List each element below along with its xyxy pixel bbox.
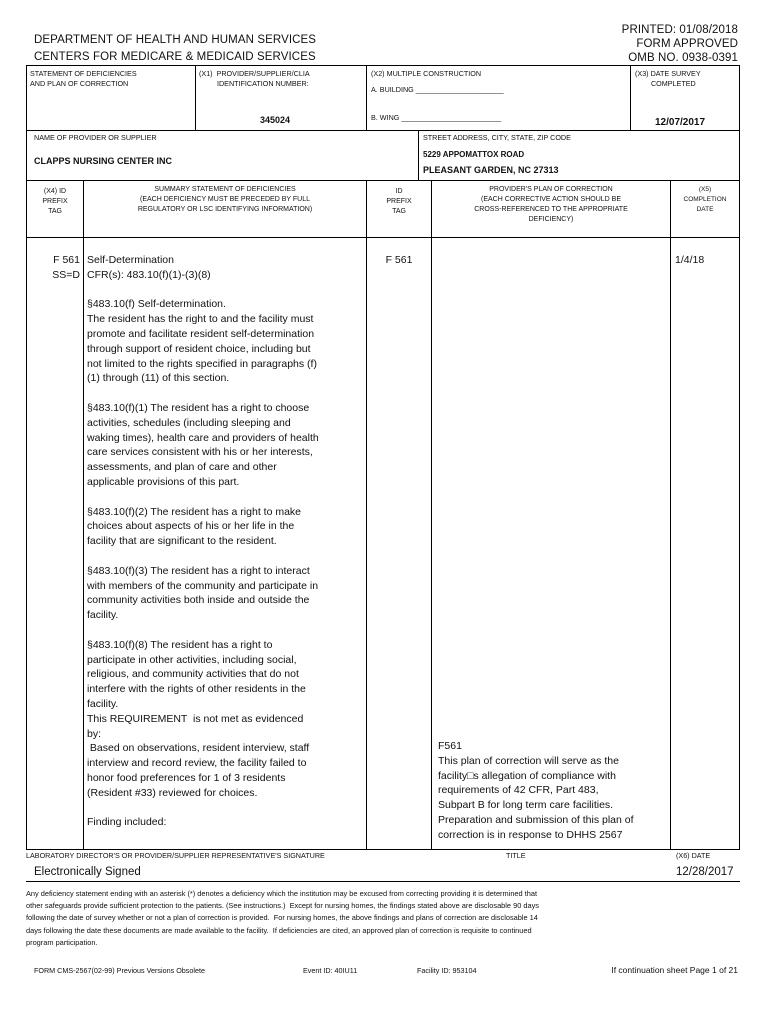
prefix-tag-left: F 561 SS=D	[52, 254, 80, 281]
department-title: DEPARTMENT OF HEALTH AND HUMAN SERVICES	[34, 34, 317, 46]
disclaimer: Any deficiency statement ending with an asterisk (*) denotes a deficiency which the institution may be excused from correcting providing it is determined that other safeguards provide sufficient protection to the patients. (See instructions.) Except for nursing homes, the findings stated above are disclosable 90 days following the date of survey whether or not a plan of correction is provided. For nursing homes, the above findings and plans of correction are disclosable 14 days following the date these documents are made available to the facility. If deficiencies are cited, an approved plan of correction is requisite to continued program participation.	[26, 889, 539, 947]
address-label: STREET ADDRESS, CITY, STATE, ZIP CODE	[423, 133, 571, 142]
printed-date: PRINTED: 01/08/2018	[621, 24, 738, 36]
x5-header: (X5) COMPLETION DATE	[683, 186, 727, 213]
signature-value: Electronically Signed	[34, 866, 141, 878]
date-label: (X6) DATE	[676, 851, 711, 860]
x2-wing: B. WING _________________________	[371, 113, 502, 122]
title-label: TITLE	[506, 851, 526, 860]
form-approved: FORM APPROVED	[636, 38, 738, 50]
x1-label: (X1) PROVIDER/SUPPLIER/CLIA IDENTIFICATION NUMBER:	[199, 69, 310, 88]
x2-building: A. BUILDING ______________________	[371, 85, 504, 94]
address-line1: 5229 APPOMATTOX ROAD	[423, 150, 525, 159]
prefix-tag-mid: F 561	[385, 254, 413, 266]
completion-date: 1/4/18	[675, 254, 705, 266]
signature-date: 12/28/2017	[676, 866, 734, 878]
form-number: FORM CMS-2567(02-99) Previous Versions Obsolete	[34, 966, 205, 975]
summary-header: SUMMARY STATEMENT OF DEFICIENCIES (EACH DEFICIENCY MUST BE PRECEDED BY FULL REGULATORY OR LSC IDENTIFYING INFORMATION)	[137, 186, 313, 213]
page-number: If continuation sheet Page 1 of 21	[611, 965, 738, 975]
x3-value: 12/07/2017	[655, 117, 706, 128]
x1-value: 345024	[260, 115, 291, 125]
centers-title: CENTERS FOR MEDICARE & MEDICAID SERVICES	[34, 51, 316, 63]
provider-name: CLAPPS NURSING CENTER INC	[34, 156, 173, 166]
event-id: Event ID: 40IU11	[303, 966, 358, 975]
signature-label: LABORATORY DIRECTOR'S OR PROVIDER/SUPPLIER REPRESENTATIVE'S SIGNATURE	[26, 851, 325, 860]
plan-header: PROVIDER'S PLAN OF CORRECTION (EACH CORRECTIVE ACTION SHOULD BE CROSS-REFERENCED TO THE APPROPRIATE DEFICIENCY)	[474, 186, 628, 223]
plan-of-correction: F561 This plan of correction will serve as the facility□s allegation of compliance with requirements of 42 CFR, Part 483, Subpart B for long term care facilities. Preparation and submission of this plan of correction is in response to DHHS 2567	[438, 740, 634, 841]
x3-label: (X3) DATE SURVEY COMPLETED	[635, 69, 701, 88]
facility-id: Facility ID: 953104	[417, 966, 477, 975]
provider-label: NAME OF PROVIDER OR SUPPLIER	[34, 133, 157, 142]
address-line2: PLEASANT GARDEN, NC 27313	[423, 165, 559, 175]
summary-statement: Self-Determination CFR(s): 483.10(f)(1)-(3)(8) §483.10(f) Self-determination. The resident has the right to and the facility must promote and facilitate resident self-determination through support of resident choice, including but not limited to the rights specified in paragraphs (f) (1) through (11) of this section. §483.10(f)(1) The resident has a right to choose activities, schedules (including sleeping and waking times), health care and providers of health care services consistent with his or her interests, assessments, and plan of care and other applicable provisions of this part. §483.10(f)(2) The resident has a right to make choices about aspects of his or her life in the facility that are significant to the resident. §483.10(f)(3) The resident has a right to interact with members of the community and participate in community activities both inside and outside the facility. §483.10(f)(8) The resident has a right to participate in other activities, including social, religious, and community activities that do not interfere with the rights of other residents in the facility. This REQUIREMENT is not met as evidenced by: Based on observations, resident interview, staff interview and record review, the facility failed to honor food preferences for 1 of 3 residents (Resident #33) reviewed for choices. Finding included:	[87, 254, 319, 829]
statement-label: STATEMENT OF DEFICIENCIES AND PLAN OF CORRECTION	[30, 69, 137, 88]
omb-number: OMB NO. 0938-0391	[628, 52, 738, 64]
x4-header: (X4) ID PREFIX TAG	[42, 188, 68, 215]
x2-label: (X2) MULTIPLE CONSTRUCTION	[371, 69, 482, 78]
id-header: ID PREFIX TAG	[386, 188, 412, 215]
